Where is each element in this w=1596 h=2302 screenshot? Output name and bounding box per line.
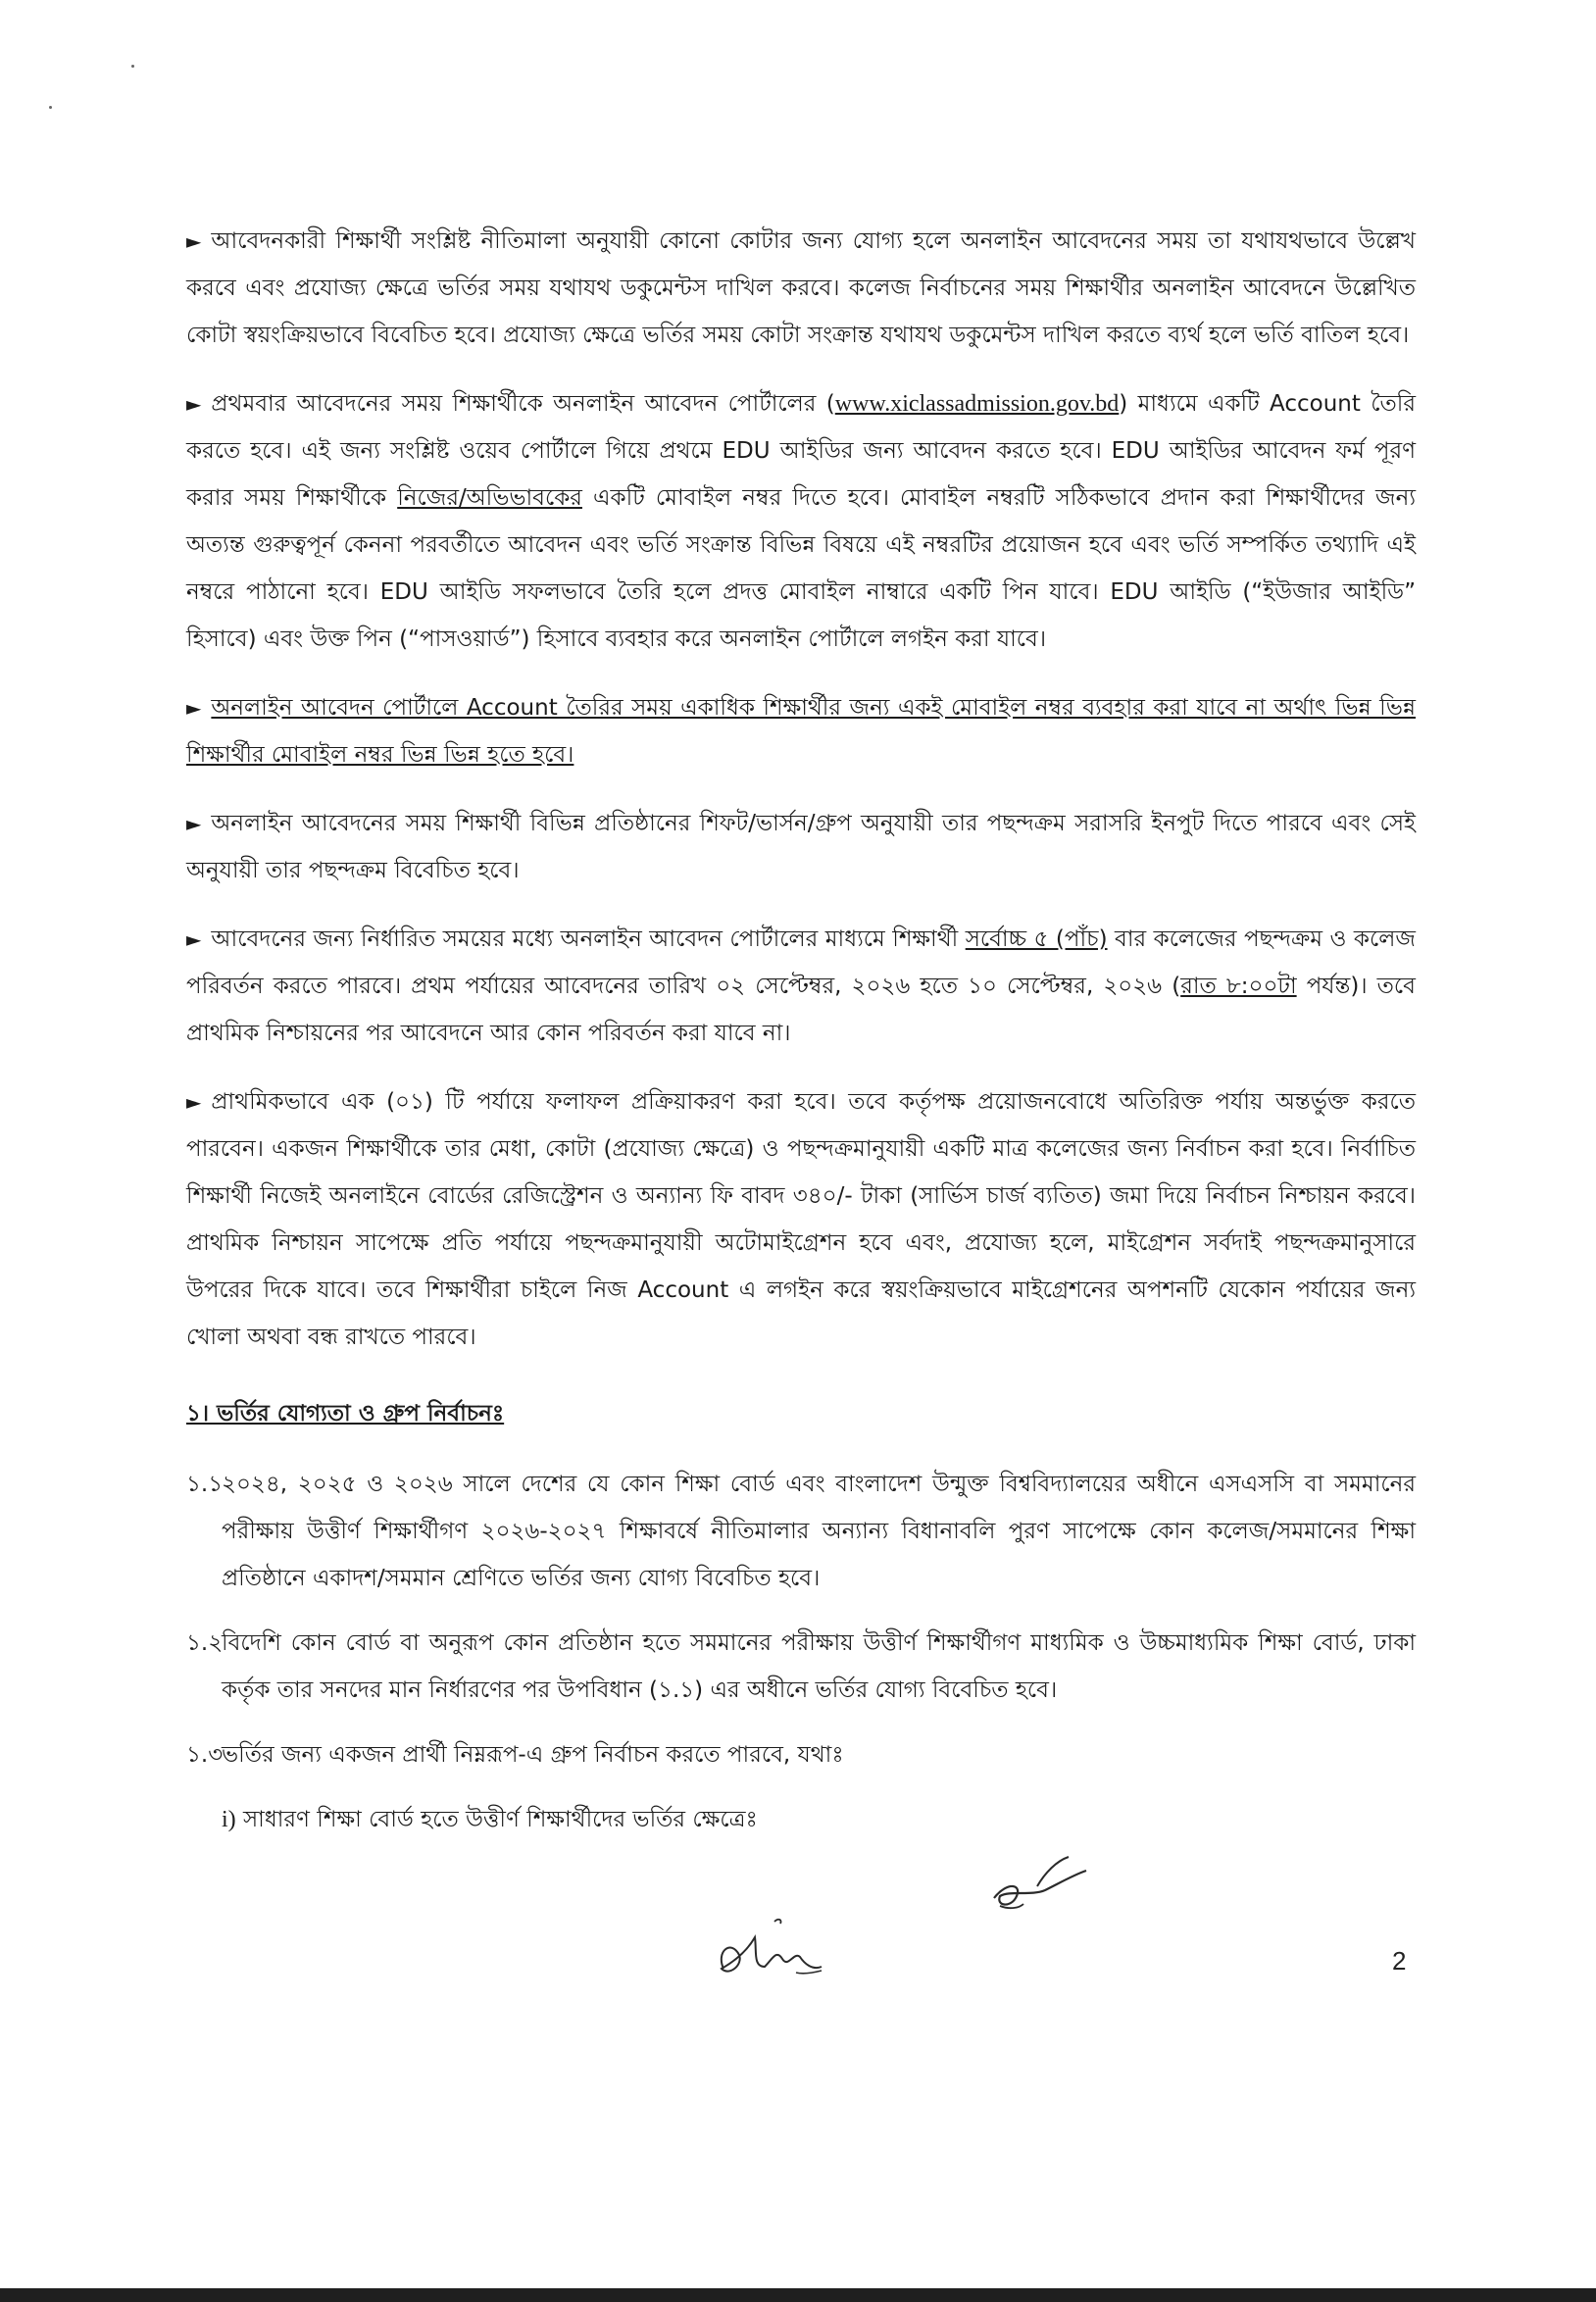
- paragraph-text: আবেদনকারী শিক্ষার্থী সংশ্লিষ্ট নীতিমালা অনুযায়ী কোনো কোটার জন্য যোগ্য হলে অনলাইন আবেদনের সময় তা যথাযথভাবে উল্লেখ করবে এবং প্রযোজ্য ক্ষেত্রে ভর্তির সময় যথাযথ ডকুমেন্টস দাখিল করবে। কলেজ নির্বাচনের সময় শিক্ষার্থীর অনলাইন আবেদনে উল্লেখিত কোটা স্বয়ংক্রিয়ভাবে বিবেচিত হবে। প্রযোজ্য ক্ষেত্রে ভর্তির সময় কোটা সংক্রান্ত যথাযথ ডকুমেন্টস দাখিল করতে ব্যর্থ হলে ভর্তি বাতিল হবে।: [186, 228, 1416, 348]
- paragraph-text: প্রথমবার আবেদনের সময় শিক্ষার্থীকে অনলাইন আবেদন পোর্টালের (: [211, 391, 835, 417]
- paragraph-text: অনলাইন আবেদনের সময় শিক্ষার্থী বিভিন্ন প্রতিষ্ঠানের শিফট/ভার্সন/গ্রুপ অনুযায়ী তার পছন্দক্রম সরাসরি ইনপুট দিতে পারবে এবং সেই অনুযায়ী তার পছন্দক্রম বিবেচিত হবে।: [186, 811, 1416, 883]
- clause-1-3: [186, 1731, 1416, 1778]
- bullet-icon: ►: [186, 1090, 202, 1114]
- paragraph-text: প্রাথমিকভাবে এক (০১) টি পর্যায়ে ফলাফল প্রক্রিয়াকরণ করা হবে। তবে কর্তৃপক্ষ প্রয়োজনবোধে অতিরিক্ত পর্যায় অন্তর্ভুক্ত করতে পারবেন। একজন শিক্ষার্থীকে তার মেধা, কোটা (প্রযোজ্য ক্ষেত্রে) ও পছন্দক্রমানুযায়ী একটি মাত্র কলেজের জন্য নির্বাচন করা হবে। নির্বাচিত শিক্ষার্থী নিজেই অনলাইনে বোর্ডের রেজিস্ট্রেশন ও অন্যান্য ফি বাবদ ৩৪০/- টাকা (সার্ভিস চার্জ ব্যতিত) জমা দিয়ে নির্বাচন নিশ্চায়ন করবে। প্রাথমিক নিশ্চায়ন সাপেক্ষে প্রতি পর্যায়ে পছন্দক্রমানুযায়ী অটোমাইগ্রেশন হবে এবং, প্রযোজ্য হলে, মাইগ্রেশন সর্বদাই পছন্দক্রমানুসারে উপরের দিকে যাবে। তবে শিক্ষার্থীরা চাইলে নিজ Account এ লগইন করে স্বয়ংক্রিয়ভাবে মাইগ্রেশনের অপশনটি যেকোন পর্যায়ের জন্য খোলা অথবা বন্ধ রাখতে পারবে।: [186, 1089, 1416, 1350]
- paragraph-text: একটি মোবাইল নম্বর দিতে হবে। মোবাইল নম্বরটি সঠিকভাবে প্রদান করা শিক্ষার্থীদের জন্য অত্যন্ত গুরুত্বপূর্ন কেননা পরবর্তীতে আবেদন এবং ভর্তি সংক্রান্ত বিভিন্ন বিষয়ে এই নম্বরটির প্রয়োজন হবে এবং ভর্তি সম্পর্কিত তথ্যাদি এই নম্বরে পাঠানো হবে। EDU আইডি সফলভাবে তৈরি হলে প্রদত্ত মোবাইল নাম্বারে একটি পিন যাবে। EDU আইডি (“ইউজার আইডি” হিসাবে) এবং উক্ত পিন (“পাসওয়ার্ড”) হিসাবে ব্যবহার করে অনলাইন পোর্টালে লগইন করা যাবে।: [186, 485, 1417, 652]
- paragraph-text: ) মাধ্যমে একটি Account তৈরি করতে হবে। এই জন্য সংশ্লিষ্ট ওয়েব পোর্টালে গিয়ে প্রথমে EDU আইডির জন্য আবেদন করতে হবে। EDU আইডির আবেদন ফর্ম পূরণ করার সময় শিক্ষার্থীকে: [186, 391, 1416, 511]
- signature-mark-left: [706, 1912, 833, 2000]
- sub-item-general-board: [186, 1796, 1416, 1843]
- bullet-icon: ►: [186, 696, 202, 720]
- scan-speck: [131, 65, 134, 68]
- underlined-text: অনলাইন আবেদন পোর্টালে Account তৈরির সময় একাধিক শিক্ষার্থীর জন্য একই মোবাইল নম্বর ব্যবহার করা যাবে না অর্থাৎ ভিন্ন ভিন্ন শিক্ষার্থীর মোবাইল নম্বর ভিন্ন ভিন্ন হতে হবে।: [186, 695, 1416, 768]
- underlined-text: নিজের/অভিভাবকের: [397, 485, 582, 511]
- scan-bottom-edge: [0, 2288, 1596, 2302]
- paragraph-text: বার কলেজের পছন্দক্রম ও কলেজ পরিবর্তন করতে পারবে। প্রথম পর্যায়ের আবেদনের তারিখ ০২ সেপ্টেম্বর, ২০২৬ হতে ১০ সেপ্টেম্বর, ২০২৬ (: [186, 926, 1416, 999]
- clause-text: ভর্তির জন্য একজন প্রার্থী নিম্নরূপ-এ গ্রুপ নির্বাচন করতে পারবে, যথাঃ: [222, 1742, 844, 1768]
- clause-text: ২০২৪, ২০২৫ ও ২০২৬ সালে দেশের যে কোন শিক্ষা বোর্ড এবং বাংলাদেশ উন্মুক্ত বিশ্ববিদ্যালয়ের অধীনে এসএসসি বা সমমানের পরীক্ষায় উত্তীর্ণ শিক্ষার্থীগণ ২০২৬-২০২৭ শিক্ষাবর্ষে নীতিমালার অন্যান্য বিধানাবলি পুরণ সাপেক্ষে কোন কলেজ/সমমানের শিক্ষা প্রতিষ্ঠানে একাদশ/সমমান শ্রেণিতে ভর্তির জন্য যোগ্য বিবেচিত হবে।: [222, 1472, 1416, 1591]
- underlined-text: সর্বোচ্চ ৫ (পাঁচ): [965, 926, 1108, 952]
- bullet-icon: ►: [186, 229, 202, 253]
- clause-number: ১.৩: [186, 1742, 224, 1768]
- clause-text: বিদেশি কোন বোর্ড বা অনুরূপ কোন প্রতিষ্ঠান হতে সমমানের পরীক্ষায় উত্তীর্ণ শিক্ষার্থীগণ মাধ্যমিক ও উচ্চমাধ্যমিক শিক্ষা বোর্ড, ঢাকা কর্তৃক তার সনদের মান নির্ধারণের পর উপবিধান (১.১) এর অধীনে ভর্তির যোগ্য বিবেচিত হবে।: [222, 1630, 1416, 1703]
- bullet-icon: ►: [186, 812, 202, 835]
- document-body: [186, 218, 1416, 1843]
- clause-number: ১.২: [186, 1630, 224, 1656]
- clause-number: ১.১: [186, 1472, 224, 1497]
- underlined-text: রাত ৮:০০টা: [1180, 974, 1297, 999]
- clause-1-1: [186, 1461, 1416, 1602]
- paragraph-text: পর্যন্ত)। তবে প্রাথমিক নিশ্চায়নের পর আবেদনে আর কোন পরিবর্তন করা যাবে না।: [186, 974, 1416, 1046]
- sub-item-marker: i): [222, 1807, 236, 1832]
- sub-item-text: সাধারণ শিক্ষা বোর্ড হতে উত্তীর্ণ শিক্ষার্থীদের ভর্তির ক্ষেত্রেঃ: [242, 1807, 758, 1832]
- portal-link[interactable]: www.xiclassadmission.gov.bd: [834, 391, 1120, 417]
- scan-speck: [49, 106, 52, 109]
- paragraph-account: [186, 380, 1416, 663]
- signature-mark-right: [980, 1851, 1098, 1939]
- paragraph-deadline: [186, 916, 1416, 1057]
- bullet-icon: ►: [186, 392, 202, 416]
- page-number: 2: [1392, 1946, 1407, 1976]
- section-heading: ১। ভর্তির যোগ্যতা ও গ্রুপ নির্বাচনঃ: [186, 1401, 505, 1426]
- paragraph-result-processing: [186, 1078, 1416, 1361]
- paragraph-mobile-rule: [186, 684, 1416, 778]
- paragraph-quota: [186, 218, 1416, 359]
- clause-1-2: [186, 1620, 1416, 1714]
- paragraph-preference: [186, 800, 1416, 894]
- paragraph-text: আবেদনের জন্য নির্ধারিত সময়ের মধ্যে অনলাইন আবেদন পোর্টালের মাধ্যমে শিক্ষার্থী: [211, 926, 966, 952]
- bullet-icon: ►: [186, 927, 202, 951]
